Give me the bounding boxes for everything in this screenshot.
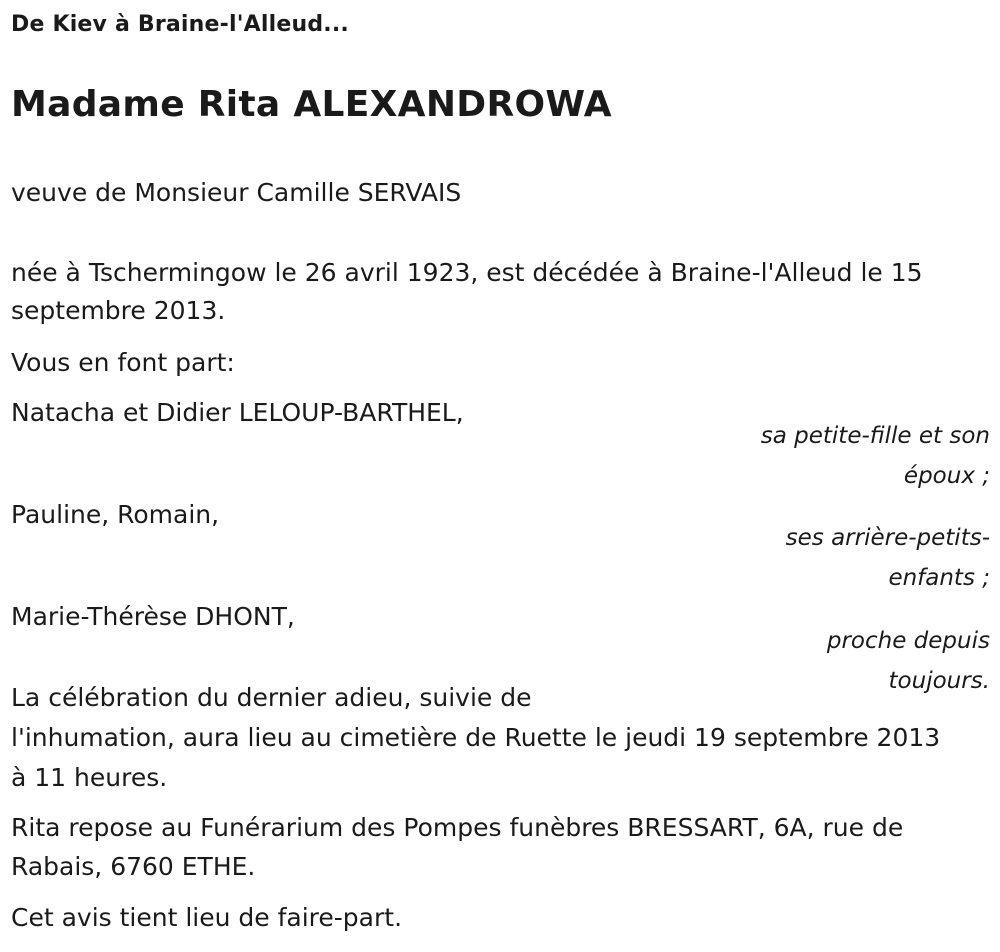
family-member-relation [786,518,990,598]
closing-line: Cet avis tient lieu de faire-part. [11,903,403,932]
ceremony-line-1: La célébration du dernier adieu, suivie de [11,683,532,712]
family-member-relation [827,621,990,701]
ceremony-line-3: à 11 heures. [11,763,168,792]
ceremony-line-2: l'inhumation, aura lieu au cimetière de Ruette le jeudi 19 septembre 2013 [11,723,941,752]
notice-kicker: De Kiev à Braine-l'Alleud... [11,12,349,37]
relation-line: enfants ; [888,565,990,591]
relation-line: ses arrière-petits- [785,525,990,551]
deceased-name: Madame Rita ALEXANDROWA [11,84,612,125]
funerarium-line-2: Rabais, 6760 ETHE. [11,852,256,881]
relation-line: proche depuis [826,628,990,654]
funerarium-line-1: Rita repose au Funérarium des Pompes funèbres BRESSART, 6A, rue de [11,813,904,842]
birth-death-line-2: septembre 2013. [11,296,226,325]
family-member-names: Marie-Thérèse DHONT, [11,602,295,631]
relation-line: sa petite-fille et son [760,423,990,449]
family-member-names: Natacha et Didier LELOUP-BARTHEL, [11,398,464,427]
spouse-line: veuve de Monsieur Camille SERVAIS [11,178,462,207]
birth-death-line-1: née à Tschermingow le 26 avril 1923, est décédée à Braine-l'Alleud le 15 [11,258,923,287]
relation-line: époux ; [903,463,990,489]
announcers-intro: Vous en font part: [11,348,235,377]
relation-line: toujours. [888,668,990,694]
family-member-relation [761,416,990,496]
family-member-names: Pauline, Romain, [11,500,220,529]
